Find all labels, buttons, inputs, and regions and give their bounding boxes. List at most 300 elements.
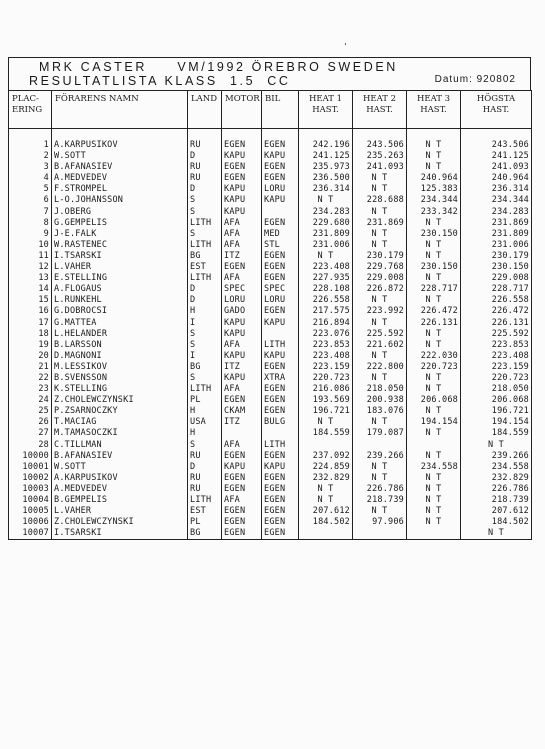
heat2-cell: 226.872 — [353, 284, 407, 295]
sheet-header — [8, 57, 531, 91]
heat1-cell: 231.006 — [299, 240, 353, 251]
table-header-row — [9, 91, 532, 129]
motor-cell: EGEN — [222, 173, 262, 184]
motor-cell: AFA — [222, 218, 262, 229]
table-row — [9, 184, 532, 195]
heat3-cell: N T — [407, 495, 461, 506]
hogsta-cell: 234.344 — [461, 195, 532, 206]
motor-cell: KAPU — [222, 373, 262, 384]
heat3-cell: 125.383 — [407, 184, 461, 195]
hogsta-cell: 230.179 — [461, 251, 532, 262]
results-table — [8, 90, 532, 540]
table-row — [9, 528, 532, 540]
bil-cell: LITH — [262, 340, 299, 351]
bil-cell: EGEN — [262, 173, 299, 184]
placering-cell: 4 — [9, 173, 52, 184]
table-row — [9, 517, 532, 528]
hogsta-cell: 230.150 — [461, 262, 532, 273]
heat3-cell: N T — [407, 506, 461, 517]
heat3-cell: N T — [407, 218, 461, 229]
land-cell: S — [188, 440, 222, 451]
table-row — [9, 395, 532, 406]
bil-cell: EGEN — [262, 406, 299, 417]
placering-cell: 20 — [9, 351, 52, 362]
hogsta-cell: 236.314 — [461, 184, 532, 195]
forarens-namn-cell: G.GEMPELIS — [52, 218, 188, 229]
heat2-cell: 229.768 — [353, 262, 407, 273]
placering-cell: 10 — [9, 240, 52, 251]
col-heat3-header: HEAT 3 HAST. — [407, 91, 461, 129]
land-cell: S — [188, 329, 222, 340]
heat1-cell: 229.680 — [299, 218, 353, 229]
heat3-cell: N T — [407, 329, 461, 340]
table-row — [9, 406, 532, 417]
heat1-cell: 231.809 — [299, 229, 353, 240]
motor-cell: KAPU — [222, 151, 262, 162]
heat2-cell: N T — [353, 173, 407, 184]
punch-mark: ' — [343, 42, 348, 51]
forarens-namn-cell: L-O.JOHANSSON — [52, 195, 188, 206]
table-row — [9, 173, 532, 184]
forarens-namn-cell: J-E.FALK — [52, 229, 188, 240]
col-bil-header: BIL — [262, 91, 299, 129]
placering-cell: 10001 — [9, 462, 52, 473]
forarens-namn-cell: J.ÖBERG — [52, 207, 188, 218]
table-row — [9, 240, 532, 251]
forarens-namn-cell: A.KARPUSIKOV — [52, 140, 188, 151]
forarens-namn-cell: Z.CHOLEWCZYNSKI — [52, 517, 188, 528]
table-row — [9, 151, 532, 162]
motor-cell: AFA — [222, 229, 262, 240]
heat3-cell: 222.030 — [407, 351, 461, 362]
heat2-cell: 222.800 — [353, 362, 407, 373]
placering-cell: 22 — [9, 373, 52, 384]
table-row — [9, 306, 532, 317]
heat2-cell: N T — [353, 351, 407, 362]
hogsta-cell: 240.964 — [461, 173, 532, 184]
heat2-cell — [353, 440, 407, 451]
heat2-cell: 235.263 — [353, 151, 407, 162]
motor-cell: EGEN — [222, 517, 262, 528]
forarens-namn-cell: B.SVENSSON — [52, 373, 188, 384]
heat3-cell: N T — [407, 373, 461, 384]
bil-cell: EGEN — [262, 384, 299, 395]
heat1-cell: 220.723 — [299, 373, 353, 384]
table-row — [9, 295, 532, 306]
placering-cell: 1 — [9, 140, 52, 151]
table-row — [9, 162, 532, 173]
col-forarens-namn-header: FÖRARENS NAMN — [52, 91, 188, 129]
placering-cell: 27 — [9, 428, 52, 439]
motor-cell: ITZ — [222, 251, 262, 262]
heat1-cell: 228.108 — [299, 284, 353, 295]
forarens-namn-cell: L.RUNKEHL — [52, 295, 188, 306]
bil-cell: KAPU — [262, 318, 299, 329]
table-row — [9, 451, 532, 462]
motor-cell: AFA — [222, 495, 262, 506]
bil-cell: EGEN — [262, 306, 299, 317]
placering-cell: 10005 — [9, 506, 52, 517]
forarens-namn-cell: A.MEDVEDEV — [52, 484, 188, 495]
header-date: Datum: 920802 — [434, 74, 516, 85]
bil-cell — [262, 207, 299, 218]
bil-cell: EGEN — [262, 484, 299, 495]
heat3-cell: N T — [407, 517, 461, 528]
table-row — [9, 373, 532, 384]
motor-cell: LORU — [222, 295, 262, 306]
heat1-cell: 184.559 — [299, 428, 353, 439]
heat2-cell: 231.869 — [353, 218, 407, 229]
placering-cell: 2 — [9, 151, 52, 162]
heat2-cell: N T — [353, 184, 407, 195]
bil-cell: EGEN — [262, 395, 299, 406]
motor-cell: KAPU — [222, 195, 262, 206]
heat1-cell: 223.076 — [299, 329, 353, 340]
land-cell: RU — [188, 451, 222, 462]
forarens-namn-cell: B.AFANASIEV — [52, 451, 188, 462]
land-cell: LITH — [188, 240, 222, 251]
forarens-namn-cell: L.HELANDER — [52, 329, 188, 340]
hogsta-cell: 218.739 — [461, 495, 532, 506]
hogsta-cell: 231.006 — [461, 240, 532, 251]
motor-cell: AFA — [222, 440, 262, 451]
forarens-namn-cell: A.KARPUSIKOV — [52, 473, 188, 484]
heat2-cell: 200.938 — [353, 395, 407, 406]
land-cell: D — [188, 284, 222, 295]
heat2-cell: 226.786 — [353, 484, 407, 495]
heat1-cell: 235.973 — [299, 162, 353, 173]
motor-cell: AFA — [222, 273, 262, 284]
placering-cell: 12 — [9, 262, 52, 273]
placering-cell: 19 — [9, 340, 52, 351]
heat2-cell: 229.008 — [353, 273, 407, 284]
forarens-namn-cell: W.SOTT — [52, 462, 188, 473]
heat1-cell: 207.612 — [299, 506, 353, 517]
table-row — [9, 428, 532, 439]
motor-cell: AFA — [222, 384, 262, 395]
motor-cell: ITZ — [222, 417, 262, 428]
col-motor-header: MOTOR — [222, 91, 262, 129]
motor-cell: KAPU — [222, 207, 262, 218]
heat2-cell: 228.688 — [353, 195, 407, 206]
header-title-line: MRK CASTER VM/1992 ÖREBRO SWEDEN — [39, 60, 398, 74]
spacer-row — [9, 129, 532, 141]
land-cell: S — [188, 207, 222, 218]
motor-cell — [222, 428, 262, 439]
placering-cell: 10004 — [9, 495, 52, 506]
bil-cell: LORU — [262, 295, 299, 306]
table-row — [9, 262, 532, 273]
land-cell: LITH — [188, 273, 222, 284]
heat2-cell: 230.179 — [353, 251, 407, 262]
motor-cell: EGEN — [222, 506, 262, 517]
land-cell: LITH — [188, 384, 222, 395]
heat1-cell: N T — [299, 195, 353, 206]
land-cell: H — [188, 306, 222, 317]
land-cell: H — [188, 428, 222, 439]
hogsta-cell: 241.093 — [461, 162, 532, 173]
motor-cell: KAPU — [222, 184, 262, 195]
forarens-namn-cell: W.RASTENEC — [52, 240, 188, 251]
heat2-cell: 221.602 — [353, 340, 407, 351]
bil-cell: EGEN — [262, 218, 299, 229]
bil-cell — [262, 329, 299, 340]
hogsta-cell: 226.131 — [461, 318, 532, 329]
heat3-cell: 240.964 — [407, 173, 461, 184]
hogsta-cell: N T — [461, 440, 532, 451]
motor-cell: EGEN — [222, 262, 262, 273]
col-heat2-header: HEAT 2 HAST. — [353, 91, 407, 129]
heat3-cell: 194.154 — [407, 417, 461, 428]
table-row — [9, 229, 532, 240]
col-land-header: LAND — [188, 91, 222, 129]
heat3-cell: N T — [407, 384, 461, 395]
land-cell: PL — [188, 517, 222, 528]
hogsta-cell: 194.154 — [461, 417, 532, 428]
bil-cell: XTRA — [262, 373, 299, 384]
land-cell: D — [188, 462, 222, 473]
placering-cell: 9 — [9, 229, 52, 240]
heat2-cell: 241.093 — [353, 162, 407, 173]
heat1-cell: N T — [299, 495, 353, 506]
heat3-cell: N T — [407, 473, 461, 484]
forarens-namn-cell: B.LARSSON — [52, 340, 188, 351]
motor-cell: KAPU — [222, 351, 262, 362]
bil-cell: EGEN — [262, 495, 299, 506]
table-row — [9, 207, 532, 218]
placering-cell: 10002 — [9, 473, 52, 484]
land-cell: BG — [188, 251, 222, 262]
land-cell: S — [188, 229, 222, 240]
heat2-cell — [353, 528, 407, 540]
forarens-namn-cell: A.FLOGAUS — [52, 284, 188, 295]
land-cell: I — [188, 318, 222, 329]
heat1-cell: 227.935 — [299, 273, 353, 284]
land-cell: RU — [188, 484, 222, 495]
heat2-cell: 243.506 — [353, 140, 407, 151]
table-row — [9, 506, 532, 517]
heat1-cell: 236.314 — [299, 184, 353, 195]
motor-cell: GADO — [222, 306, 262, 317]
heat3-cell: N T — [407, 428, 461, 439]
heat3-cell: 230.150 — [407, 262, 461, 273]
land-cell: RU — [188, 173, 222, 184]
bil-cell: LORU — [262, 184, 299, 195]
forarens-namn-cell: B.GEMPELIS — [52, 495, 188, 506]
heat1-cell: 237.092 — [299, 451, 353, 462]
land-cell: I — [188, 351, 222, 362]
hogsta-cell: 231.809 — [461, 229, 532, 240]
heat3-cell — [407, 440, 461, 451]
heat1-cell — [299, 440, 353, 451]
land-cell: D — [188, 295, 222, 306]
bil-cell: EGEN — [262, 162, 299, 173]
land-cell: EST — [188, 262, 222, 273]
bil-cell: EGEN — [262, 473, 299, 484]
heat1-cell: N T — [299, 417, 353, 428]
bil-cell: EGEN — [262, 262, 299, 273]
forarens-namn-cell: T.MACIAG — [52, 417, 188, 428]
hogsta-cell: 232.829 — [461, 473, 532, 484]
bil-cell: STL — [262, 240, 299, 251]
heat3-cell: 220.723 — [407, 362, 461, 373]
bil-cell: EGEN — [262, 451, 299, 462]
heat1-cell: 223.159 — [299, 362, 353, 373]
placering-cell: 21 — [9, 362, 52, 373]
bil-cell: EGEN — [262, 251, 299, 262]
hogsta-cell: 223.408 — [461, 351, 532, 362]
placering-cell: 14 — [9, 284, 52, 295]
land-cell: BG — [188, 362, 222, 373]
heat3-cell — [407, 528, 461, 540]
forarens-namn-cell: B.AFANASIEV — [52, 162, 188, 173]
motor-cell: KAPU — [222, 329, 262, 340]
heat2-cell: 179.087 — [353, 428, 407, 439]
hogsta-cell: 206.068 — [461, 395, 532, 406]
table-row — [9, 251, 532, 262]
heat1-cell: 224.859 — [299, 462, 353, 473]
heat2-cell: 97.906 — [353, 517, 407, 528]
hogsta-cell: 220.723 — [461, 373, 532, 384]
hogsta-cell: 228.717 — [461, 284, 532, 295]
table-row — [9, 417, 532, 428]
heat2-cell: N T — [353, 506, 407, 517]
heat3-cell: 206.068 — [407, 395, 461, 406]
land-cell: S — [188, 195, 222, 206]
forarens-namn-cell: I.TSARSKI — [52, 251, 188, 262]
placering-cell: 3 — [9, 162, 52, 173]
land-cell: BG — [188, 528, 222, 540]
hogsta-cell: 243.506 — [461, 140, 532, 151]
table-body — [9, 129, 532, 540]
heat1-cell: N T — [299, 484, 353, 495]
motor-cell: EGEN — [222, 484, 262, 495]
hogsta-cell: 184.559 — [461, 428, 532, 439]
heat2-cell: N T — [353, 462, 407, 473]
col-hogsta-header: HÖGSTA HAST. — [461, 91, 532, 129]
forarens-namn-cell: A.MEDVEDEV — [52, 173, 188, 184]
bil-cell: EGEN — [262, 506, 299, 517]
hogsta-cell: 229.008 — [461, 273, 532, 284]
hogsta-cell: 239.266 — [461, 451, 532, 462]
forarens-namn-cell: I.TSARSKI — [52, 528, 188, 540]
bil-cell: SPEC — [262, 284, 299, 295]
heat2-cell: N T — [353, 417, 407, 428]
heat1-cell: 196.721 — [299, 406, 353, 417]
land-cell: S — [188, 340, 222, 351]
motor-cell: EGEN — [222, 140, 262, 151]
heat2-cell: N T — [353, 373, 407, 384]
placering-cell: 10006 — [9, 517, 52, 528]
motor-cell: ITZ — [222, 362, 262, 373]
hogsta-cell: 231.869 — [461, 218, 532, 229]
land-cell: S — [188, 373, 222, 384]
heat2-cell: 239.266 — [353, 451, 407, 462]
table-row — [9, 473, 532, 484]
bil-cell: LITH — [262, 440, 299, 451]
placering-cell: 23 — [9, 384, 52, 395]
heat3-cell: N T — [407, 140, 461, 151]
heat2-cell: N T — [353, 318, 407, 329]
heat3-cell: N T — [407, 151, 461, 162]
forarens-namn-cell: M.LESSIKOV — [52, 362, 188, 373]
heat1-cell: 223.408 — [299, 351, 353, 362]
col-heat1-header: HEAT 1 HAST. — [299, 91, 353, 129]
hogsta-cell: 184.502 — [461, 517, 532, 528]
placering-cell: 17 — [9, 318, 52, 329]
land-cell: LITH — [188, 495, 222, 506]
bil-cell: EGEN — [262, 528, 299, 540]
placering-cell: 5 — [9, 184, 52, 195]
placering-cell: 26 — [9, 417, 52, 428]
heat1-cell: 216.894 — [299, 318, 353, 329]
heat1-cell — [299, 528, 353, 540]
land-cell: RU — [188, 162, 222, 173]
forarens-namn-cell: G.MATTEA — [52, 318, 188, 329]
heat2-cell: 218.050 — [353, 384, 407, 395]
table-row — [9, 384, 532, 395]
placering-cell: 10007 — [9, 528, 52, 540]
heat3-cell: N T — [407, 340, 461, 351]
heat3-cell: N T — [407, 484, 461, 495]
heat1-cell: 217.575 — [299, 306, 353, 317]
motor-cell: KAPU — [222, 462, 262, 473]
hogsta-cell: 226.472 — [461, 306, 532, 317]
heat2-cell: 183.076 — [353, 406, 407, 417]
forarens-namn-cell: L.VAHER — [52, 262, 188, 273]
placering-cell: 10003 — [9, 484, 52, 495]
bil-cell: EGEN — [262, 517, 299, 528]
land-cell: D — [188, 184, 222, 195]
motor-cell: SPEC — [222, 284, 262, 295]
table-row — [9, 195, 532, 206]
heat3-cell: 234.344 — [407, 195, 461, 206]
placering-cell: 10000 — [9, 451, 52, 462]
hogsta-cell: 234.283 — [461, 207, 532, 218]
table-row — [9, 218, 532, 229]
forarens-namn-cell: D.MAGNONI — [52, 351, 188, 362]
hogsta-cell: 241.125 — [461, 151, 532, 162]
forarens-namn-cell: Z.CHOLEWCZYNSKI — [52, 395, 188, 406]
land-cell: PL — [188, 395, 222, 406]
placering-cell: 13 — [9, 273, 52, 284]
motor-cell: EGEN — [222, 162, 262, 173]
land-cell: RU — [188, 140, 222, 151]
motor-cell: AFA — [222, 240, 262, 251]
placering-cell: 8 — [9, 218, 52, 229]
heat3-cell: N T — [407, 251, 461, 262]
bil-cell: EGEN — [262, 362, 299, 373]
placering-cell: 15 — [9, 295, 52, 306]
heat3-cell: 228.717 — [407, 284, 461, 295]
motor-cell: EGEN — [222, 395, 262, 406]
table-row — [9, 140, 532, 151]
heat1-cell: 184.502 — [299, 517, 353, 528]
forarens-namn-cell: M.TAMASOCZKI — [52, 428, 188, 439]
bil-cell: MED — [262, 229, 299, 240]
hogsta-cell: 207.612 — [461, 506, 532, 517]
land-cell: RU — [188, 473, 222, 484]
table-row — [9, 440, 532, 451]
table-row — [9, 362, 532, 373]
col-placering-header: PLAC- ERING — [9, 91, 52, 129]
motor-cell: EGEN — [222, 528, 262, 540]
table-row — [9, 329, 532, 340]
bil-cell — [262, 428, 299, 439]
hogsta-cell: 218.050 — [461, 384, 532, 395]
heat2-cell: 225.592 — [353, 329, 407, 340]
bil-cell: KAPU — [262, 351, 299, 362]
